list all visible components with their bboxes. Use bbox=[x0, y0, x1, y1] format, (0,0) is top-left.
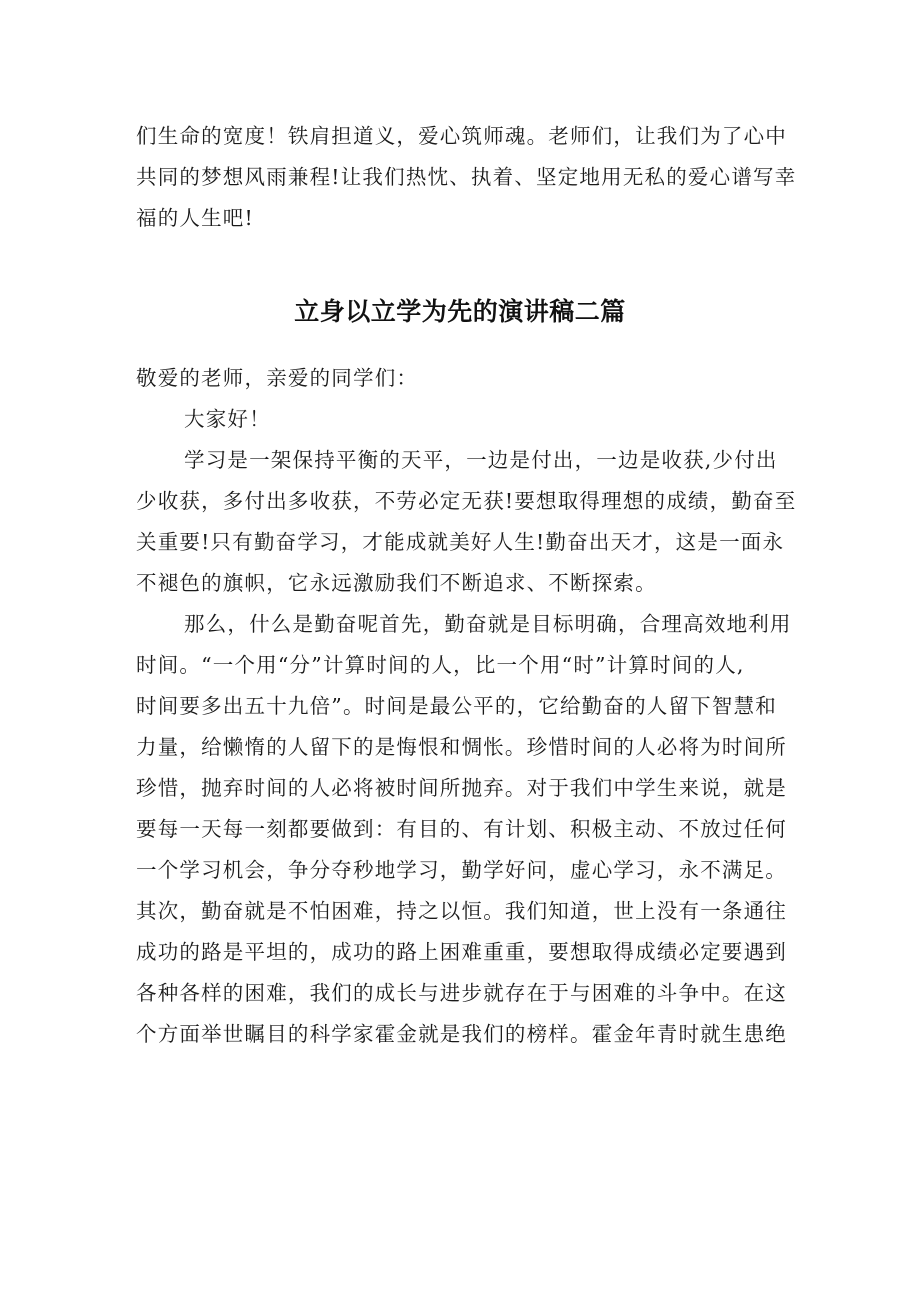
text-line: 要每一天每一刻都要做到：有目的、有计划、积极主动、不放过任何 bbox=[136, 817, 787, 841]
text-line: 时间。“一个用“分”计算时间的人，比一个用“时”计算时间的人, bbox=[136, 653, 745, 677]
text-line: 各种各样的困难，我们的成长与进步就存在于与困难的斗争中。在这 bbox=[136, 981, 787, 1005]
text-line: 学习是一架保持平衡的天平，一边是付出，一边是收获,少付出 bbox=[184, 448, 778, 472]
text-line: 关重要!只有勤奋学习，才能成就美好人生!勤奋出天才，这是一面永 bbox=[136, 530, 785, 554]
text-line: 共同的梦想风雨兼程!让我们热忱、执着、坚定地用无私的爱心谱写幸 bbox=[136, 165, 797, 189]
text-line: 个方面举世瞩目的科学家霍金就是我们的榜样。霍金年青时就生患绝 bbox=[136, 1022, 787, 1046]
text-line: 们生命的宽度！铁肩担道义，爱心筑师魂。老师们，让我们为了心中 bbox=[136, 124, 787, 148]
paragraph-1 bbox=[136, 440, 796, 604]
text-line: 成功的路是平坦的，成功的路上困难重重，要想取得成绩必定要遇到 bbox=[136, 940, 787, 964]
document-title: 立身以立学为先的演讲稿二篇 bbox=[294, 297, 626, 326]
speech-body bbox=[136, 358, 796, 1055]
text-line: 其次，勤奋就是不怕困难，持之以恒。我们知道，世上没有一条通往 bbox=[136, 899, 787, 923]
text-line: 福的人生吧! bbox=[136, 206, 254, 230]
text-line: 力量，给懒惰的人留下的是悔恨和惆怅。珍惜时间的人必将为时间所 bbox=[136, 735, 787, 759]
greeting: 大家好！ bbox=[184, 407, 271, 431]
text-line: 珍惜，抛弃时间的人必将被时间所抛弃。对于我们中学生来说，就是 bbox=[136, 776, 787, 800]
text-line: 不褪色的旗帜，它永远激励我们不断追求、不断探索。 bbox=[136, 571, 657, 595]
text-line: 那么，什么是勤奋呢首先，勤奋就是目标明确，合理高效地利用 bbox=[184, 612, 792, 636]
text-line: 一个学习机会，争分夺秒地学习，勤学好问，虚心学习，永不满足。 bbox=[136, 858, 787, 882]
salutation: 敬爱的老师，亲爱的同学们： bbox=[136, 366, 419, 390]
text-line: 少收获，多付出多收获，不劳必定无获!要想取得理想的成绩，勤奋至 bbox=[136, 489, 797, 513]
text-line: 时间要多出五十九倍”。时间是最公平的，它给勤奋的人留下智慧和 bbox=[136, 694, 777, 718]
intro-paragraph bbox=[136, 116, 796, 239]
paragraph-2 bbox=[136, 604, 796, 1055]
